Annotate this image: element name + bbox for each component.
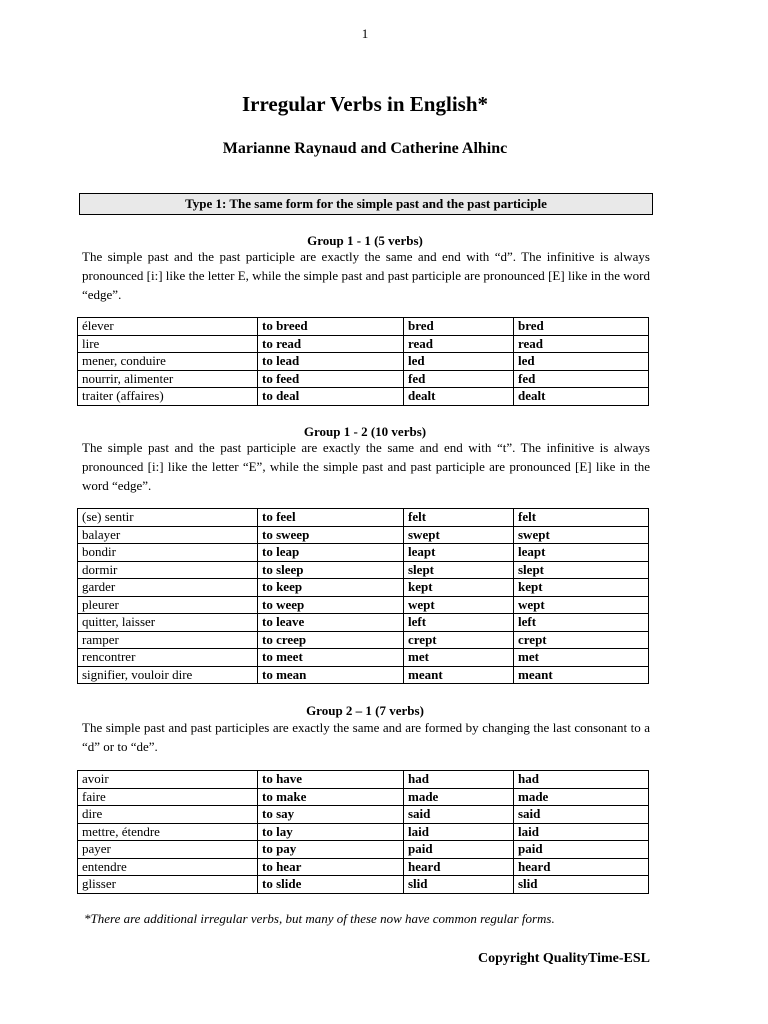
french-verb-cell: entendre: [78, 858, 258, 876]
table-row: [78, 596, 649, 614]
infinitive-cell: to meet: [258, 649, 404, 667]
table-row: [78, 370, 649, 388]
simple-past-cell: swept: [404, 526, 514, 544]
past-participle-cell: dealt: [514, 388, 649, 406]
past-participle-cell: felt: [514, 509, 649, 527]
group-description: The simple past and the past participle are exactly the same and end with “t”. The infinitive is always pronounced [i:] like the letter “E”, while the simple past and past participle are pronounced [E] like in the word “edge”.: [82, 440, 650, 493]
past-participle-cell: kept: [514, 579, 649, 597]
simple-past-cell: meant: [404, 666, 514, 684]
french-verb-cell: avoir: [78, 771, 258, 789]
french-verb-cell: pleurer: [78, 596, 258, 614]
simple-past-cell: led: [404, 353, 514, 371]
infinitive-cell: to feel: [258, 509, 404, 527]
infinitive-cell: to leap: [258, 544, 404, 562]
past-participle-cell: swept: [514, 526, 649, 544]
french-verb-cell: élever: [78, 318, 258, 336]
french-verb-cell: nourrir, alimenter: [78, 370, 258, 388]
infinitive-cell: to keep: [258, 579, 404, 597]
past-participle-cell: leapt: [514, 544, 649, 562]
french-verb-cell: payer: [78, 841, 258, 859]
infinitive-cell: to creep: [258, 631, 404, 649]
french-verb-cell: mener, conduire: [78, 353, 258, 371]
past-participle-cell: crept: [514, 631, 649, 649]
infinitive-cell: to say: [258, 806, 404, 824]
simple-past-cell: bred: [404, 318, 514, 336]
infinitive-cell: to sleep: [258, 561, 404, 579]
document-authors: Marianne Raynaud and Catherine Alhinc: [222, 140, 508, 157]
past-participle-cell: met: [514, 649, 649, 667]
table-row: [78, 544, 649, 562]
table-row: [78, 788, 649, 806]
footnote: *There are additional irregular verbs, but many of these now have common regular forms.: [84, 911, 555, 926]
infinitive-cell: to lead: [258, 353, 404, 371]
group-description: The simple past and the past participle are exactly the same and end with “d”. The infinitive is always pronounced [i:] like the letter E, while the simple past and past participle are pronounced [E] like in the word “edge”.: [82, 249, 650, 302]
past-participle-cell: read: [514, 335, 649, 353]
document-title: Irregular Verbs in English*: [241, 92, 489, 116]
table-row: [78, 841, 649, 859]
french-verb-cell: dire: [78, 806, 258, 824]
infinitive-cell: to mean: [258, 666, 404, 684]
verb-table: [77, 770, 649, 894]
simple-past-cell: dealt: [404, 388, 514, 406]
french-verb-cell: bondir: [78, 544, 258, 562]
group-heading: Group 2 – 1 (7 verbs): [306, 703, 424, 718]
table-row: [78, 806, 649, 824]
infinitive-cell: to leave: [258, 614, 404, 632]
simple-past-cell: leapt: [404, 544, 514, 562]
french-verb-cell: quitter, laisser: [78, 614, 258, 632]
simple-past-cell: slid: [404, 876, 514, 894]
infinitive-cell: to lay: [258, 823, 404, 841]
table-row: [78, 649, 649, 667]
simple-past-cell: read: [404, 335, 514, 353]
past-participle-cell: heard: [514, 858, 649, 876]
past-participle-cell: bred: [514, 318, 649, 336]
past-participle-cell: slid: [514, 876, 649, 894]
group-heading: Group 1 - 2 (10 verbs): [303, 424, 427, 439]
french-verb-cell: signifier, vouloir dire: [78, 666, 258, 684]
past-participle-cell: wept: [514, 596, 649, 614]
table-row: [78, 666, 649, 684]
table-row: [78, 631, 649, 649]
group-heading: Group 1 - 1 (5 verbs): [307, 233, 423, 248]
table-row: [78, 876, 649, 894]
simple-past-cell: kept: [404, 579, 514, 597]
infinitive-cell: to make: [258, 788, 404, 806]
french-verb-cell: garder: [78, 579, 258, 597]
past-participle-cell: made: [514, 788, 649, 806]
simple-past-cell: made: [404, 788, 514, 806]
table-row: [78, 858, 649, 876]
simple-past-cell: said: [404, 806, 514, 824]
past-participle-cell: slept: [514, 561, 649, 579]
french-verb-cell: lire: [78, 335, 258, 353]
infinitive-cell: to have: [258, 771, 404, 789]
copyright-notice: Copyright QualityTime-ESL: [477, 951, 650, 966]
french-verb-cell: rencontrer: [78, 649, 258, 667]
table-row: [78, 614, 649, 632]
table-row: [78, 579, 649, 597]
infinitive-cell: to weep: [258, 596, 404, 614]
infinitive-cell: to breed: [258, 318, 404, 336]
simple-past-cell: heard: [404, 858, 514, 876]
table-row: [78, 771, 649, 789]
simple-past-cell: paid: [404, 841, 514, 859]
infinitive-cell: to slide: [258, 876, 404, 894]
simple-past-cell: felt: [404, 509, 514, 527]
french-verb-cell: mettre, étendre: [78, 823, 258, 841]
table-row: [78, 353, 649, 371]
infinitive-cell: to sweep: [258, 526, 404, 544]
table-row: [78, 526, 649, 544]
simple-past-cell: met: [404, 649, 514, 667]
simple-past-cell: slept: [404, 561, 514, 579]
verb-table: [77, 508, 649, 684]
group-description: The simple past and past participles are exactly the same and are formed by changing the last consonant to a “d” or to “de”.: [82, 720, 650, 754]
french-verb-cell: dormir: [78, 561, 258, 579]
infinitive-cell: to read: [258, 335, 404, 353]
table-row: [78, 823, 649, 841]
verb-table: [77, 317, 649, 406]
infinitive-cell: to pay: [258, 841, 404, 859]
page-number: 1: [361, 26, 369, 41]
infinitive-cell: to feed: [258, 370, 404, 388]
simple-past-cell: fed: [404, 370, 514, 388]
french-verb-cell: ramper: [78, 631, 258, 649]
table-row: [78, 509, 649, 527]
past-participle-cell: paid: [514, 841, 649, 859]
past-participle-cell: meant: [514, 666, 649, 684]
simple-past-cell: left: [404, 614, 514, 632]
simple-past-cell: had: [404, 771, 514, 789]
table-row: [78, 388, 649, 406]
french-verb-cell: (se) sentir: [78, 509, 258, 527]
table-row: [78, 335, 649, 353]
simple-past-cell: laid: [404, 823, 514, 841]
past-participle-cell: fed: [514, 370, 649, 388]
french-verb-cell: traiter (affaires): [78, 388, 258, 406]
table-row: [78, 318, 649, 336]
french-verb-cell: faire: [78, 788, 258, 806]
french-verb-cell: glisser: [78, 876, 258, 894]
past-participle-cell: led: [514, 353, 649, 371]
type-heading-box: Type 1: The same form for the simple past and the past participle: [79, 193, 653, 215]
french-verb-cell: balayer: [78, 526, 258, 544]
simple-past-cell: wept: [404, 596, 514, 614]
infinitive-cell: to deal: [258, 388, 404, 406]
infinitive-cell: to hear: [258, 858, 404, 876]
past-participle-cell: left: [514, 614, 649, 632]
past-participle-cell: had: [514, 771, 649, 789]
table-row: [78, 561, 649, 579]
past-participle-cell: said: [514, 806, 649, 824]
past-participle-cell: laid: [514, 823, 649, 841]
simple-past-cell: crept: [404, 631, 514, 649]
